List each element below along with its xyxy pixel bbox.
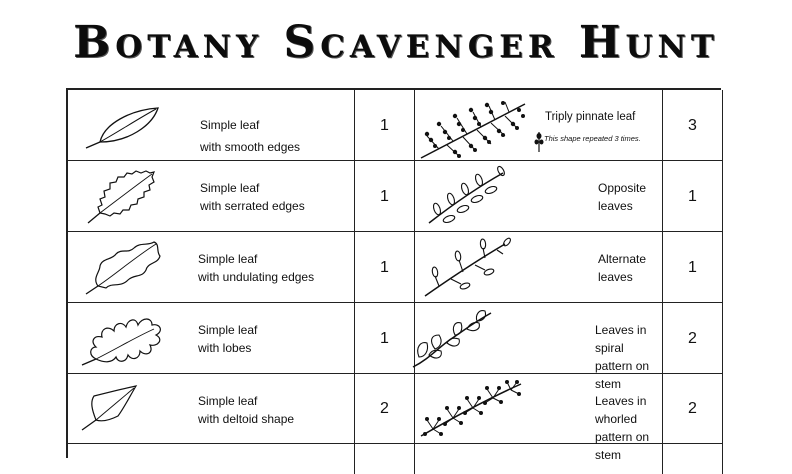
leaf-label-line1: Alternate leaves (598, 252, 647, 284)
points-value: 3 (688, 117, 697, 134)
leaf-label-line2: with smooth edges (200, 140, 301, 154)
row3-right-item (415, 232, 663, 303)
row2-right-points (663, 161, 723, 232)
points-value: 1 (380, 188, 389, 205)
row1-right-item (415, 90, 663, 161)
row1-left-points (355, 90, 415, 161)
leaf-label-line1: Simple leaf (198, 252, 258, 266)
smooth-leaf-icon (82, 104, 162, 150)
row5-right-points (663, 374, 723, 444)
repeat-note: This shape repeated 3 times. (544, 134, 641, 143)
leaf-label-line2: with lobes (198, 341, 252, 355)
leaf-label-line1: Leaves in spiral (595, 323, 647, 355)
row1-right-points (663, 90, 723, 161)
row4-right-item (415, 303, 663, 391)
leaf-label-line1: Simple leaf (200, 118, 260, 132)
serrated-leaf-icon (86, 169, 158, 225)
alternate-leaves-icon (423, 238, 509, 298)
row6-right-points (663, 444, 723, 474)
points-value: 2 (380, 400, 389, 417)
points-value: 1 (380, 330, 389, 347)
page-title: Botany Scavenger Hunt (73, 17, 719, 68)
pinnate-leaflet-icon (535, 132, 543, 152)
points-value: 1 (380, 259, 389, 276)
leaf-label-line1: Simple leaf (198, 323, 258, 337)
row4-right-points (663, 303, 723, 374)
row5-left-points (355, 374, 415, 444)
points-value: 1 (688, 188, 697, 205)
row1-left-item (68, 90, 355, 161)
row3-left-points (355, 232, 415, 303)
leaf-label-line1: Simple leaf (198, 394, 258, 408)
points-value: 1 (688, 259, 697, 276)
leaf-label-line2: with undulating edges (198, 270, 315, 284)
lobed-leaf-icon (80, 313, 164, 367)
row3-right-points (663, 232, 723, 303)
row2-left-points (355, 161, 415, 232)
points-value: 2 (688, 400, 697, 417)
row6-left-item (68, 444, 355, 474)
row5-right-item (415, 374, 663, 462)
undulating-leaf-icon (84, 240, 162, 296)
points-value: 2 (688, 330, 697, 347)
scavenger-table (66, 88, 721, 462)
row2-right-item (415, 161, 663, 232)
leaf-label-line1: Opposite leaves (598, 181, 647, 213)
leaf-label-line2: pattern on stem (595, 359, 650, 391)
row5-left-item (68, 374, 355, 444)
row2-left-item (68, 161, 355, 232)
opposite-leaves-icon (427, 169, 505, 225)
leaf-label-line1: Leaves in whorled (595, 394, 647, 426)
deltoid-leaf-icon (80, 384, 140, 432)
row6-left-points (355, 444, 415, 474)
leaf-label-line1: Triply pinnate leaf (545, 111, 636, 123)
triply-pinnate-leaf-icon (419, 100, 531, 160)
leaf-label-line2: pattern on stem (595, 430, 650, 462)
leaf-label-line1: Simple leaf (200, 181, 260, 195)
spiral-leaves-icon (411, 307, 495, 369)
leaf-label-line2: with serrated edges (200, 199, 305, 213)
points-value: 1 (380, 117, 389, 134)
row4-left-item (68, 303, 355, 374)
row4-left-points (355, 303, 415, 374)
leaf-label-line2: with deltoid shape (198, 412, 295, 426)
row6-right-item (415, 444, 663, 474)
whorled-leaves-icon (419, 380, 523, 438)
row3-left-item (68, 232, 355, 303)
